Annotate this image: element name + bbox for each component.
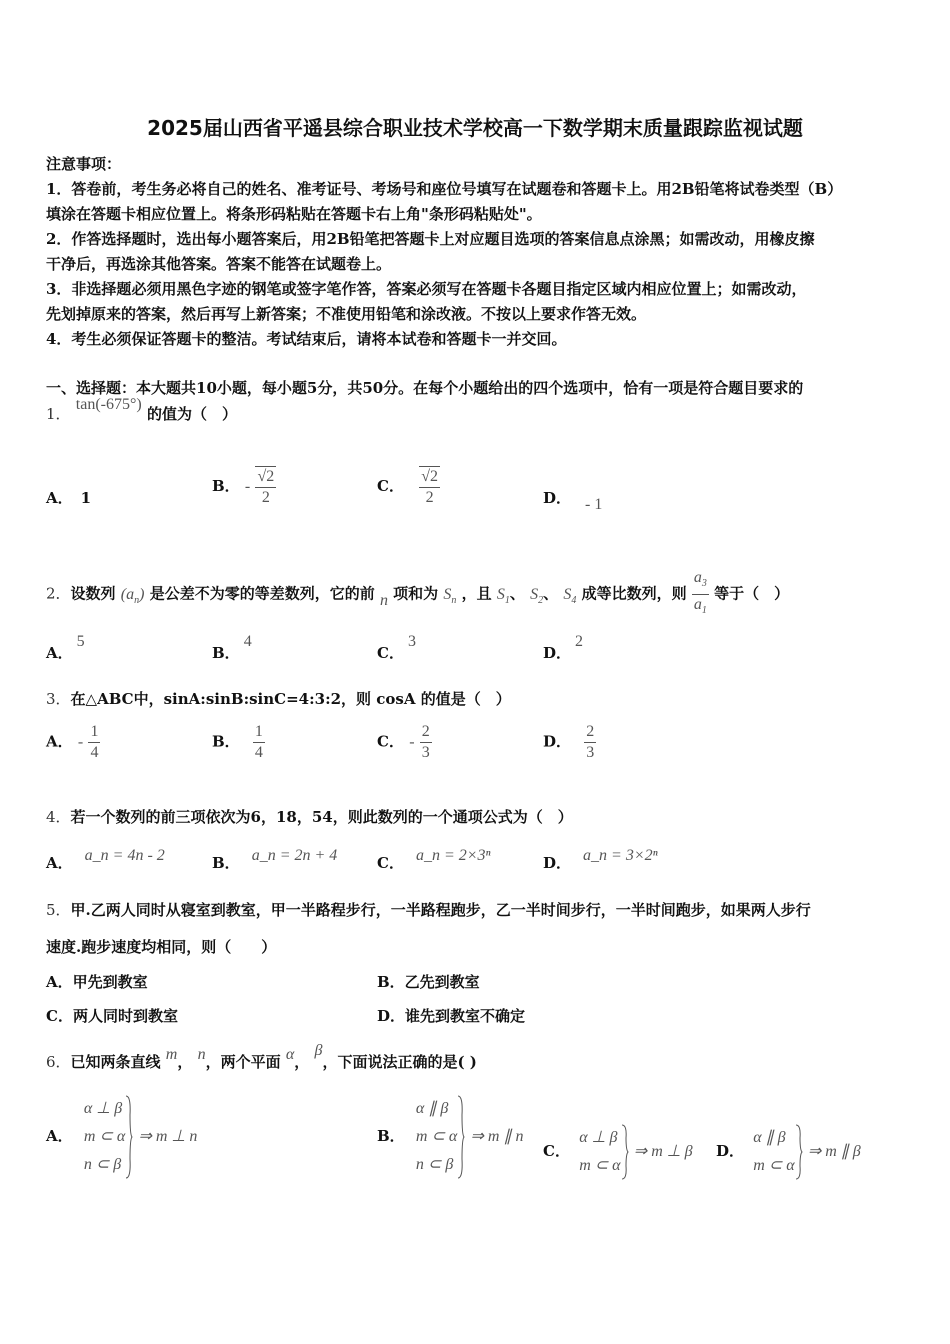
option-c[interactable]: C． $\frac{√2}{2}$: [377, 468, 438, 506]
option-b[interactable]: B． $\frac{1}{4}$: [212, 723, 263, 761]
option-a[interactable]: A．5: [46, 633, 85, 662]
right-brace-icon: [125, 1095, 133, 1179]
question-1: [46, 396, 237, 424]
option-d[interactable]: D．2: [543, 633, 584, 662]
notice-line: 3．非选择题必须用黑色字迹的钢笔或签字笔作答，答案必须写在答题卡各题目指定区域内相应位置上；如需改动，: [46, 280, 807, 298]
question-number: 1．: [46, 405, 71, 423]
tan-expression: tan(-675°): [75, 396, 142, 413]
option-d[interactable]: D． $\frac{2}{3}$: [543, 723, 595, 761]
option-a[interactable]: A． α ⊥ β m ⊂ α n ⊂ β ⇒ m ⊥ n: [46, 1095, 197, 1179]
option-d[interactable]: D． a_n = 3×2ⁿ: [543, 847, 658, 872]
question-6: 6．已知两条直线 m， n，两个平面 α， β，下面说法正确的是( ): [46, 1042, 477, 1071]
notice-line: 先划掉原来的答案，然后再写上新答案；不准使用铅笔和涂改液。不按以上要求作答无效。: [46, 305, 647, 323]
option-c[interactable]: C．3: [377, 633, 416, 662]
notice-line: 1．答卷前，考生务必将自己的姓名、准考证号、考场号和座位号填写在试题卷和答题卡上。用2B铅笔将试卷类型（B）: [46, 180, 843, 198]
option-b[interactable]: B． α ∥ β m ⊂ α n ⊂ β ⇒ m ∥ n: [377, 1095, 523, 1179]
option-c[interactable]: C． a_n = 2×3ⁿ: [377, 847, 491, 872]
notice-line: 4．考生必须保证答题卡的整洁。考试结束后，请将本试卷和答题卡一并交回。: [46, 330, 567, 348]
option-a[interactable]: A． - $\frac{1}{4}$: [46, 723, 99, 761]
option-b[interactable]: B． - $\frac{√2}{2}$: [212, 468, 275, 506]
notice-line: 2．作答选择题时，选出每小题答案后，用2B铅笔把答题卡上对应题目选项的答案信息点涂黑；如需改动，用橡皮擦: [46, 230, 815, 248]
option-a[interactable]: A．甲先到教室: [46, 973, 148, 991]
question-5-cont: 速度.跑步速度均相同，则（ ）: [46, 938, 277, 956]
page-title: 2025届山西省平遥县综合职业技术学校高一下数学期末质量跟踪监视试题: [147, 116, 803, 140]
option-a[interactable]: A． a_n = 4n - 2: [46, 847, 165, 872]
question-2: 2．设数列 $(a_n)$ 是公差不为零的等差数列，它的前 n 项和为 $S_n$ ，且 $S_1$、 $S_2$、 $S_4$ 成等比数列，则 $\frac{a_3}{a_1}$ 等于（ ）: [46, 569, 790, 617]
notice-line: 干净后，再选涂其他答案。答案不能答在试题卷上。: [46, 255, 392, 273]
option-a[interactable]: A． 1: [46, 489, 92, 507]
option-b[interactable]: B．乙先到教室: [377, 973, 480, 991]
right-brace-icon: [621, 1124, 629, 1180]
question-5: 5．甲.乙两人同时从寝室到教室，甲一半路程步行，一半路程跑步，乙一半时间步行，一半时间跑步，如果两人步行: [46, 901, 811, 919]
right-brace-icon: [795, 1124, 803, 1180]
option-c[interactable]: C． α ⊥ β m ⊂ α ⇒ m ⊥ β: [543, 1124, 693, 1180]
option-c[interactable]: C．两人同时到教室: [46, 1007, 178, 1025]
option-d[interactable]: D．谁先到教室不确定: [377, 1007, 526, 1025]
option-c[interactable]: C． - $\frac{2}{3}$: [377, 723, 430, 761]
option-d[interactable]: D． α ∥ β m ⊂ α ⇒ m ∥ β: [716, 1124, 861, 1180]
question-4: 4．若一个数列的前三项依次为6，18，54，则此数列的一个通项公式为（ ）: [46, 808, 573, 826]
section-heading: 一、选择题：本大题共10小题，每小题5分，共50分。在每个小题给出的四个选项中，恰有一项是符合题目要求的: [46, 379, 804, 397]
notice-line: 填涂在答题卡相应位置上。将条形码粘贴在答题卡右上角"条形码粘贴处"。: [46, 205, 542, 223]
right-brace-icon: [457, 1095, 465, 1179]
option-b[interactable]: B．4: [212, 633, 252, 662]
notice-heading: 注意事项：: [46, 155, 122, 173]
option-d[interactable]: D． - 1: [543, 489, 603, 513]
question-stem: 的值为（ ）: [146, 405, 237, 423]
question-3: 3．在△ABC中，sinA:sinB:sinC=4:3:2，则 cosA 的值是（ ）: [46, 690, 511, 708]
option-b[interactable]: B． a_n = 2n + 4: [212, 847, 338, 872]
